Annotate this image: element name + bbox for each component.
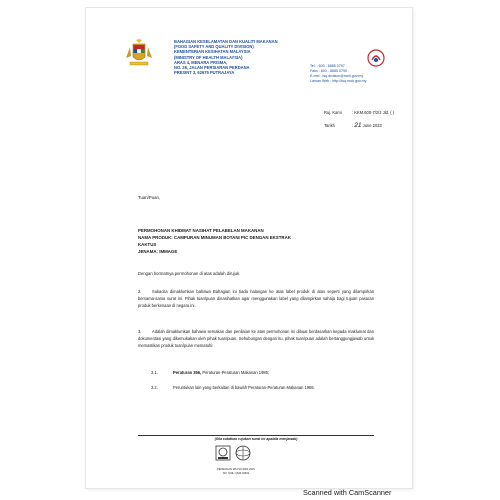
letterhead-line: NO. 26, JALAN PERSIARAN PERDANA <box>174 65 250 71</box>
reference-block <box>324 106 394 132</box>
paragraph-number: 3. <box>138 329 142 334</box>
contact-website: Laman Web : http://fsq.moh.gov.my <box>310 79 367 83</box>
subject-line: JENAMA: IMMAGE <box>138 249 178 254</box>
date-colon: : <box>352 123 354 128</box>
certification-line: PENSIJILAN MS ISO 9001:2015 <box>217 468 255 471</box>
date-row <box>324 119 394 132</box>
subitem-text: Peruntukan lain yang berkaitan di bawah Peraturan-Peraturan Makanan 1985. <box>173 385 315 390</box>
letterhead-line: ARAS 4, MENARA PRISMA, <box>174 59 228 65</box>
date-day: 21 <box>354 122 362 129</box>
malaysia-coat-of-arms-icon <box>124 38 154 68</box>
letterhead-line: BAHAGIAN KESELAMATAN DAN KUALITI MAKANAN <box>174 39 278 44</box>
subitem-number: 3.1. <box>151 370 158 375</box>
paragraph-text: Adalah dimaklumkan bahawa semakan dan penilaian ke atas permohonan ini dibuat berdasarkan kepada maklumat dan dokumentasi yang dikemukakan oleh pihak tuan/puan. Sehubungan dengan itu, pihak tuan/puan adalah bertanggungjawab untuk memastikan produk tuan/puan mematuhi: <box>138 329 374 349</box>
camscanner-watermark: Scanned with CamScanner <box>303 488 392 497</box>
subitem-body <box>173 370 373 377</box>
intro-line: Dengan hormatnya permohonan di atas adalah dirujuk. <box>138 271 241 276</box>
contact-email: E-mel : fsq.division@moh.gov.my <box>310 74 364 78</box>
letterhead-address <box>174 39 306 75</box>
subject-block <box>138 227 368 255</box>
letter-page <box>86 8 412 488</box>
paragraph-2 <box>138 288 374 310</box>
subitem-3-1 <box>151 370 373 377</box>
date-label: Tarikh <box>324 123 335 128</box>
subitem-number: 3.2. <box>151 385 158 390</box>
letterhead-line: PRESINT 3, 62675 PUTRAJAYA <box>174 70 235 76</box>
iqnet-mark-icon <box>235 445 251 461</box>
subitem-text: Peraturan-Peraturan Makanan 1985; <box>201 370 270 375</box>
reference-label: Ruj. Kami <box>324 110 342 115</box>
contact-phone: Tel. : 603 - 8885 0797 <box>310 64 345 68</box>
subitem-3-2 <box>151 385 373 392</box>
salutation: Tuan/Puan, <box>138 195 161 200</box>
letterhead-line: (MINISTRY OF HEALTH MALAYSIA) <box>174 54 243 60</box>
reference-value: : KKM.600-7/2/1 Jld. ( ) <box>352 110 395 115</box>
footer-note: (Sila catatkan rujukan surat ini apabila menjawab) <box>214 437 298 441</box>
certification-text <box>201 468 271 476</box>
footer-divider <box>138 435 374 436</box>
certification-mark-icon <box>215 445 231 461</box>
subitem-body <box>173 385 373 392</box>
paragraph-text: Sukacita dimaklumkan bahawa Bahagian ini tiada halangan ke atas label produk di atas seperti yang dilampirkan bersama-sama surat ini. Pihak tuan/puan dinasihatkan agar menggunakan label yang dilampirkan sahaja bagi tujuan pasaran produk berkenaan di negara ini. <box>138 289 374 309</box>
ministry-logo-icon <box>367 49 385 67</box>
certification-line: NO. SIJIL: QMS 02491 <box>222 471 250 475</box>
paragraph-3 <box>138 328 374 350</box>
paragraph-number: 2. <box>138 289 142 294</box>
subject-line: NAMA PRODUK: CAMPURAN MINUMAN BOTANI PIC DENGAN EKSTRAK <box>138 235 291 240</box>
letterhead-contact <box>310 64 366 84</box>
contact-fax: Faks : 603 - 8885 0790 <box>310 69 347 73</box>
date-month-year: June 2023 <box>362 123 382 128</box>
letterhead-line: (FOOD SAFETY AND QUALITY DIVISION) <box>174 44 254 50</box>
subject-line: KAKTUS <box>138 242 157 247</box>
letterhead-line: KEMENTERIAN KESIHATAN MALAYSIA <box>174 49 251 55</box>
reference-number-row <box>324 106 394 119</box>
subitem-lead: Peraturan 356, <box>173 370 202 375</box>
subject-line: PERMOHONAN KHIDMAT NASIHAT PELABELAN MAKANAN <box>138 228 264 233</box>
